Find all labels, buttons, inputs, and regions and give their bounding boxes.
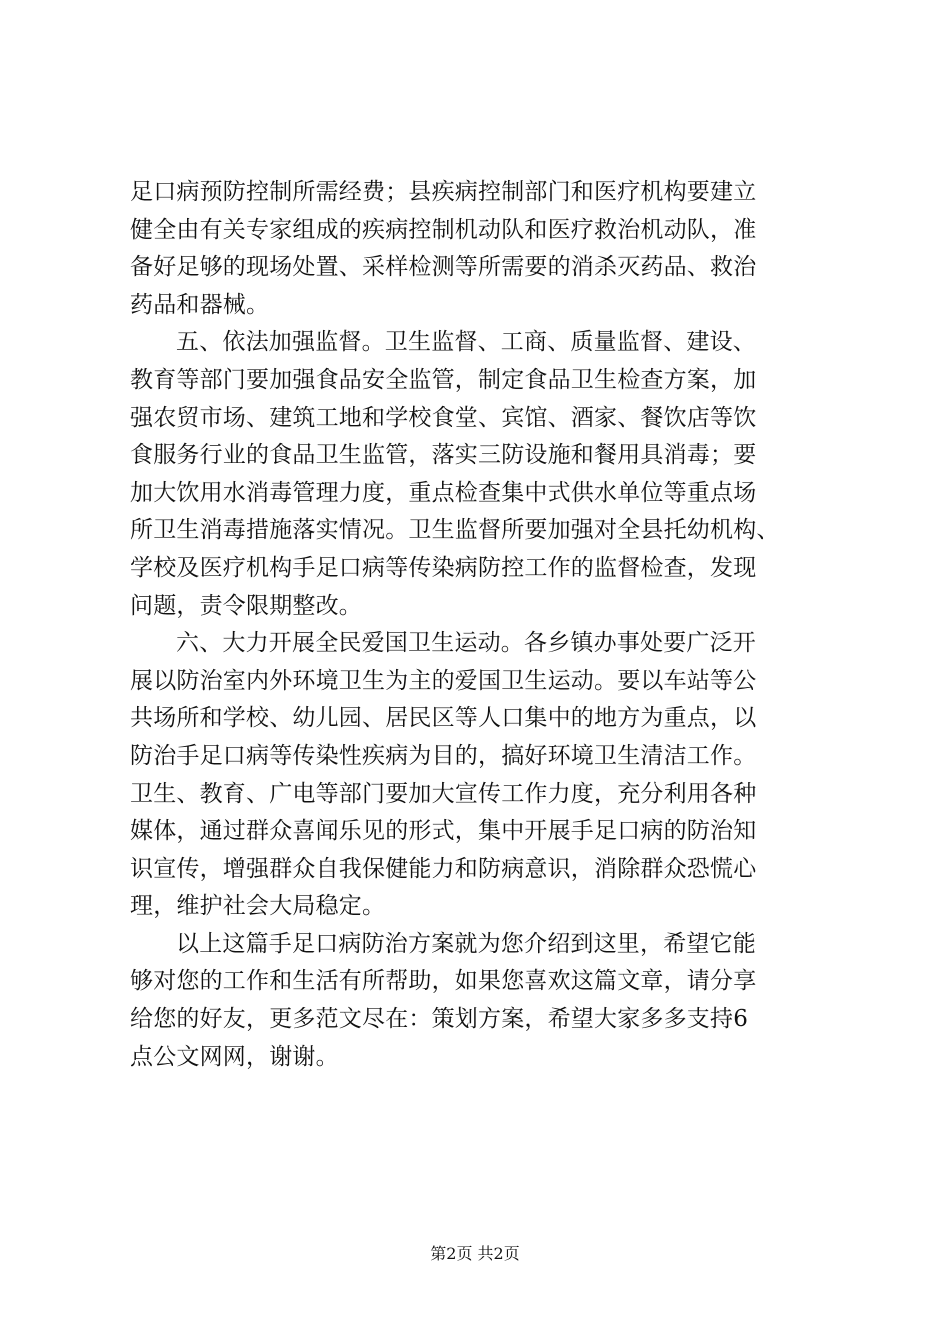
text-line: 共场所和学校、幼儿园、居民区等人口集中的地方为重点，以 [130, 705, 757, 732]
paragraph-start-line: 六、大力开展全民爱国卫生运动。各乡镇办事处要广泛开 [176, 630, 756, 657]
page-number-footer: 第2页 共2页 [430, 1244, 520, 1263]
text-line: 理，维护社会大局稳定。 [130, 893, 386, 920]
paragraph-start-line: 以上这篇手足口病防治方案就为您介绍到这里，希望它能 [176, 930, 756, 957]
text-line: 卫生、教育、广电等部门要加大宣传工作力度，充分利用各种 [130, 780, 757, 807]
text-line: 强农贸市场、建筑工地和学校食堂、宾馆、酒家、餐饮店等饮 [130, 404, 757, 431]
paragraph-start-line: 五、依法加强监督。卫生监督、工商、质量监督、建设、 [176, 329, 756, 356]
text-line: 健全由有关专家组成的疾病控制机动队和医疗救治机动队，准 [130, 216, 757, 243]
text-line: 防治手足口病等传染性疾病为目的，搞好环境卫生清洁工作。 [130, 742, 757, 769]
text-line: 够对您的工作和生活有所帮助，如果您喜欢这篇文章，请分享 [130, 968, 757, 995]
text-line: 药品和器械。 [130, 291, 270, 318]
text-line: 媒体，通过群众喜闻乐见的形式，集中开展手足口病的防治知 [130, 818, 757, 845]
text-line: 所卫生消毒措施落实情况。卫生监督所要加强对全县托幼机构、 [130, 517, 780, 544]
text-line: 识宣传，增强群众自我保健能力和防病意识，消除群众恐慌心 [130, 855, 757, 882]
document-body [130, 174, 830, 1076]
text-line: 给您的好友，更多范文尽在：策划方案，希望大家多多支持6 [130, 1006, 749, 1033]
text-line: 问题，责令限期整改。 [130, 592, 362, 619]
text-line: 展以防治室内外环境卫生为主的爱国卫生运动。要以车站等公 [130, 667, 757, 694]
text-line: 点公文网网，谢谢。 [130, 1043, 339, 1070]
text-line: 足口病预防控制所需经费；县疾病控制部门和医疗机构要建立 [130, 179, 757, 205]
text-line: 备好足够的现场处置、采样检测等所需要的消杀灭药品、救治 [130, 254, 757, 281]
text-line: 教育等部门要加强食品安全监管，制定食品卫生检查方案，加 [130, 366, 757, 393]
text-line: 学校及医疗机构手足口病等传染病防控工作的监督检查，发现 [130, 554, 757, 581]
text-line: 加大饮用水消毒管理力度，重点检查集中式供水单位等重点场 [130, 479, 757, 506]
text-line: 食服务行业的食品卫生监管，落实三防设施和餐用具消毒；要 [130, 442, 757, 469]
